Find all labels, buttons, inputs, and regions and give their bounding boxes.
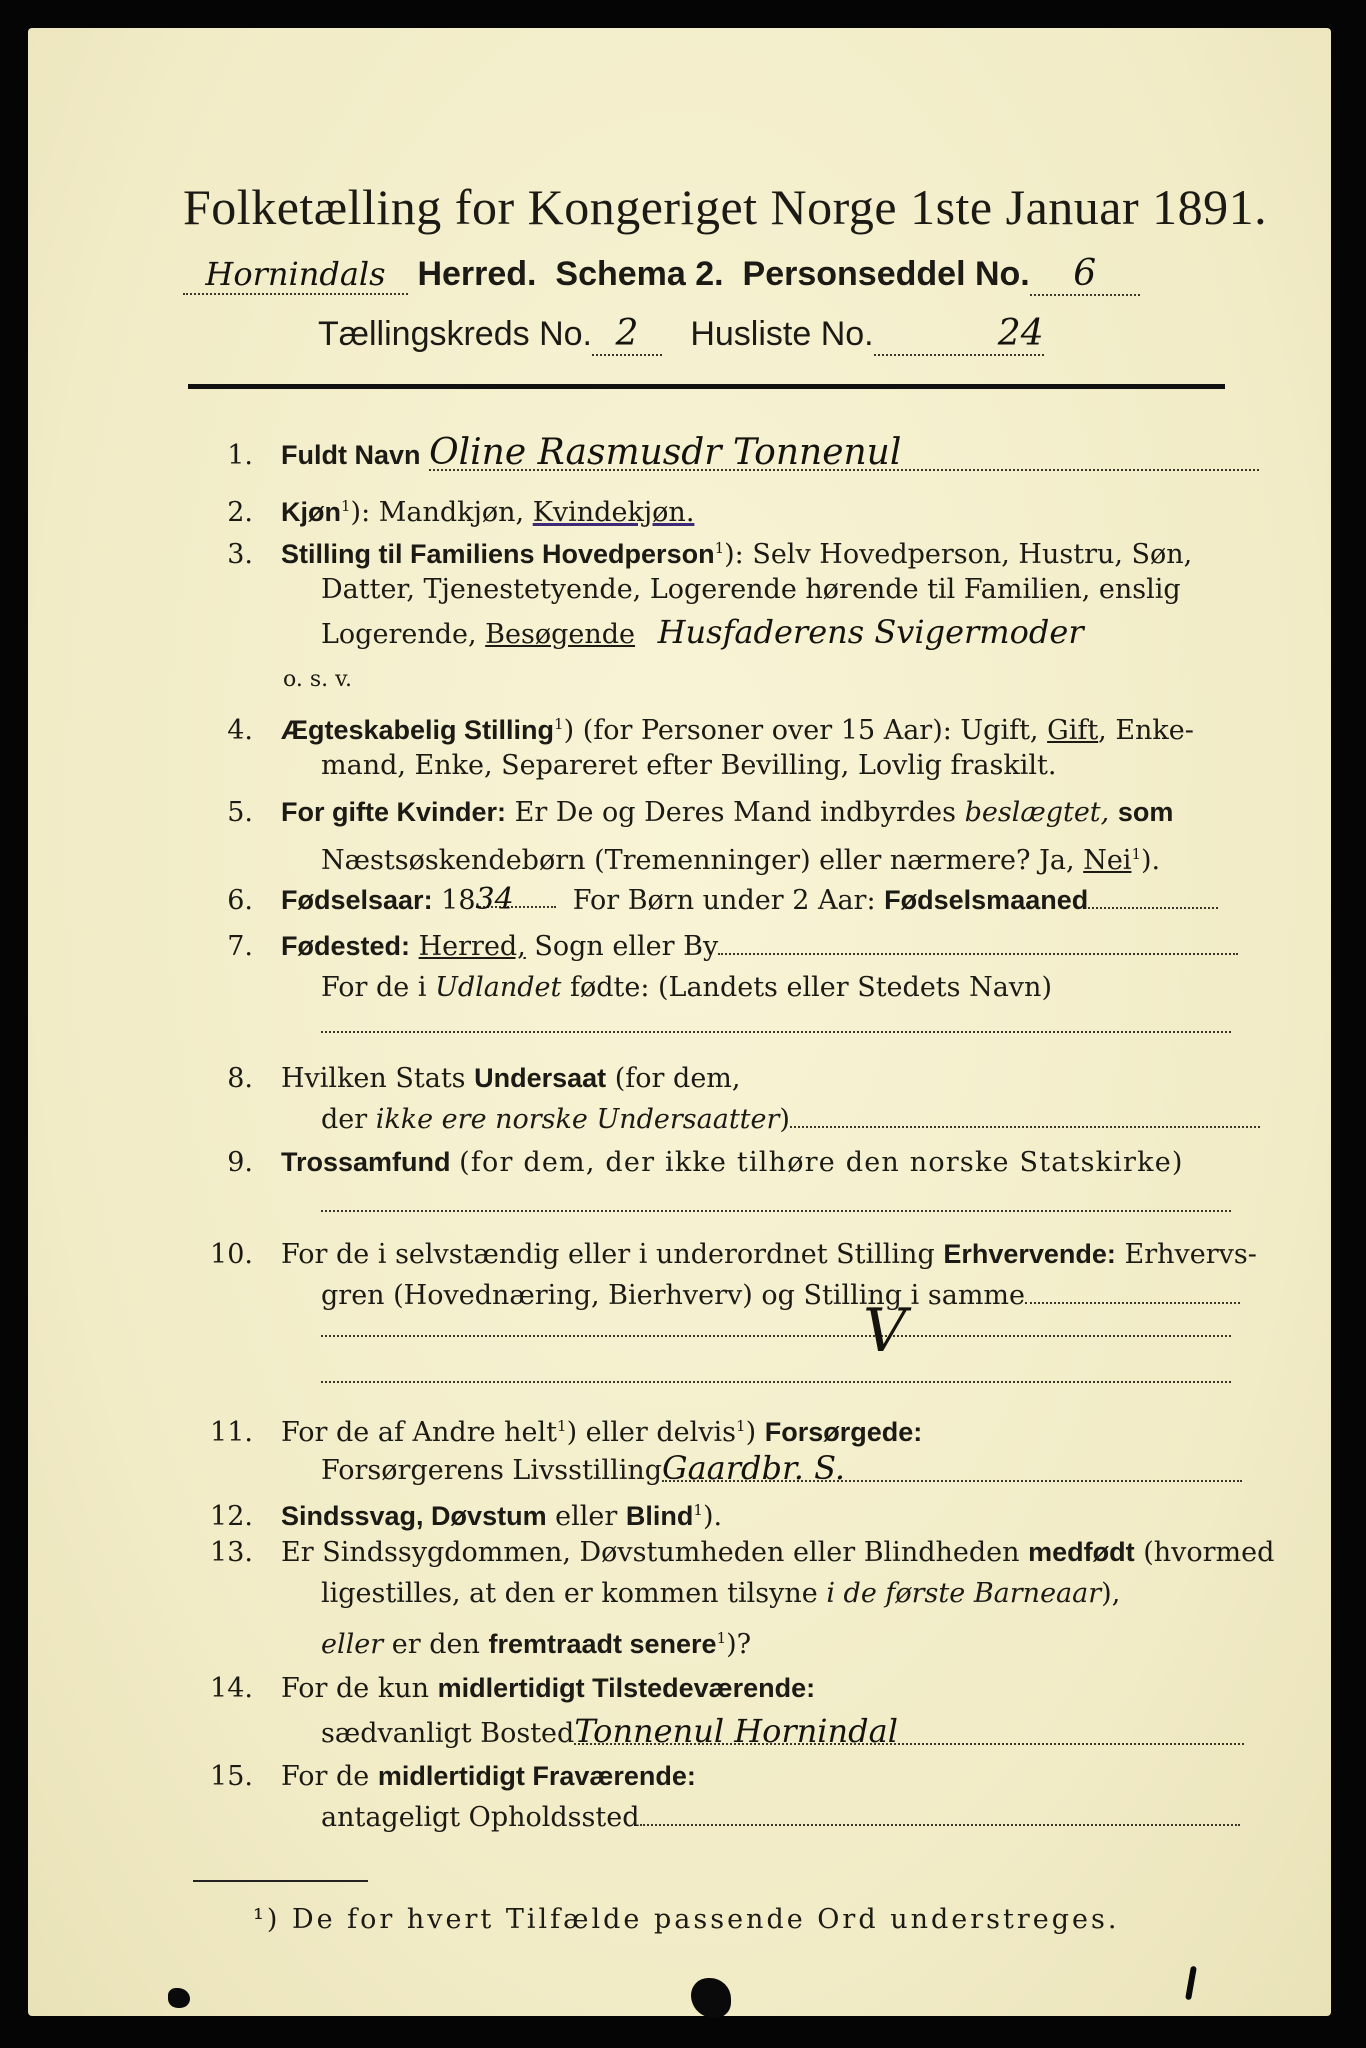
q9-number: 9.	[227, 1147, 253, 1178]
q6-label: Fødselsaar:	[281, 885, 433, 915]
question-4: 4. Ægteskabelig Stilling$^1$) (for Personer over 15 Aar): Ugift, Gift, Enke-	[193, 704, 1194, 751]
q8-text-2: (for dem,	[614, 1063, 741, 1094]
question-14	[193, 1668, 815, 1709]
q14-number: 14.	[210, 1673, 253, 1704]
q6-prefix: 18	[441, 885, 476, 916]
q15-text: For de	[281, 1761, 370, 1792]
question-13	[193, 1532, 1274, 1573]
q13-text: Er Sindssygdommen, Døvstumheden eller Blindheden	[281, 1537, 1020, 1568]
q10-answer-line-2	[321, 1381, 1231, 1383]
q1-number: 1.	[227, 440, 253, 471]
herred-value: Hornindals	[183, 255, 408, 295]
q15-label: midlertidigt Fraværende:	[377, 1761, 696, 1791]
q4-label: Ægteskabelig Stilling	[281, 715, 555, 745]
q11-line-2	[321, 1448, 1242, 1491]
q12-end: ).	[702, 1501, 723, 1532]
q2-kvindekjon-underlined: Kvindekjøn.	[532, 497, 695, 528]
q2-label: Kjøn	[281, 497, 341, 527]
q6-text: For Børn under 2 Aar:	[572, 885, 876, 916]
q14-line-2-text: sædvanligt Bosted	[321, 1718, 575, 1749]
q6-year-value: 34	[476, 880, 556, 908]
q14-line-2	[321, 1711, 1244, 1754]
q3-line-3	[321, 612, 1084, 655]
q13-barneaar: i de første Barneaar	[826, 1578, 1102, 1609]
q12-label: Sindssvag, Døvstum	[281, 1501, 547, 1531]
q14-text: For de kun	[281, 1673, 429, 1704]
question-9	[193, 1142, 1184, 1183]
q4-text: ) (for Personer over 15 Aar): Ugift,	[563, 715, 1039, 746]
q7-line-2b: fødte: (Landets eller Stedets Navn)	[569, 972, 1052, 1003]
q14-value: Tonnenul Hornindal	[574, 1711, 1244, 1745]
q3-besogende-underlined: Besøgende	[485, 619, 636, 650]
q7-line-2a: For de i	[321, 972, 427, 1003]
q8-text: Hvilken Stats	[281, 1063, 466, 1094]
q11-text: For de af Andre helt	[281, 1417, 558, 1448]
q4-gift-underlined: Gift	[1047, 715, 1099, 746]
q5-line-2-text: Næstsøskendebørn (Tremenninger) eller nærmere? Ja,	[321, 845, 1075, 876]
question-6	[193, 880, 1218, 921]
q2-footnote-mark: 1	[341, 497, 351, 515]
question-7	[193, 926, 1238, 967]
q13-line-2a: ligestilles, at den er kommen tilsyne	[321, 1578, 818, 1609]
q12-text: eller	[555, 1501, 618, 1532]
q6-number: 6.	[227, 885, 253, 916]
question-12: 12. Sindssvag, Døvstum eller Blind$^1$).	[193, 1490, 722, 1537]
q3-logerende: Logerende,	[321, 619, 477, 650]
q7-udlandet: Udlandet	[435, 972, 562, 1003]
q8-number: 8.	[227, 1063, 253, 1094]
q10-number: 10.	[210, 1239, 253, 1270]
q10-line-2-text: gren (Hovednæring, Bierhverv) og Stilling i samme	[321, 1280, 1026, 1311]
q5-number: 5.	[227, 797, 253, 828]
question-3: 3. Stilling til Familiens Hovedperson$^1$): Selv Hovedperson, Hustru, Søn,	[193, 528, 1192, 575]
q5-end: ).	[1141, 845, 1161, 876]
q15-line-2-text: antageligt Opholdssted	[321, 1802, 640, 1833]
q7-label: Fødested:	[281, 931, 411, 961]
q4-number: 4.	[227, 715, 253, 746]
q1-name-value: Oline Rasmusdr Tonnenul	[429, 433, 1259, 471]
kreds-label: Tællingskreds No.	[318, 315, 592, 353]
q3-label: Stilling til Familiens Hovedperson	[281, 539, 715, 569]
q13-number: 13.	[210, 1537, 253, 1568]
q14-label: midlertidigt Tilstedeværende:	[437, 1673, 816, 1703]
ink-blot-center	[691, 1978, 731, 2018]
q11-text-2: ) eller delvis	[566, 1417, 737, 1448]
q9-answer-line	[321, 1210, 1231, 1212]
q11-number: 11.	[210, 1417, 253, 1448]
q5-label: For gifte Kvinder:	[281, 797, 507, 827]
q7-line-2	[321, 968, 1052, 1008]
q13-end: )?	[726, 1629, 752, 1660]
q13-eller: eller	[321, 1629, 384, 1660]
q7-herred-underlined: Herred,	[418, 931, 526, 962]
q8-ikke-norske: ikke ere norske Undersaatter	[375, 1104, 780, 1135]
q2-text: ): Mandkjøn,	[350, 497, 525, 528]
personseddel-label: Personseddel No.	[742, 255, 1030, 293]
footnote: ¹) De for hvert Tilfælde passende Ord understreges.	[253, 1904, 1120, 1935]
header-rule	[188, 384, 1225, 389]
herred-line	[183, 253, 1233, 297]
husliste-label: Husliste No.	[690, 315, 874, 353]
q7-number: 7.	[227, 931, 253, 962]
q5-beslaegtet: beslægtet,	[964, 797, 1110, 828]
husliste-value: 24	[874, 313, 1044, 356]
question-11: 11. For de af Andre helt$^1$) eller delvis$^1$) Forsørgede:	[193, 1406, 922, 1453]
ink-blot-left	[168, 1988, 190, 2008]
q5-line-2: Næstsøskendebørn (Tremenninger) eller nærmere? Ja, Nei$^1$).	[321, 845, 1161, 876]
q8-line-2	[321, 1100, 1260, 1140]
question-5	[193, 792, 1173, 833]
q9-label: Trossamfund	[281, 1147, 451, 1177]
q8-line-2a: der	[321, 1104, 368, 1135]
q6-label-2: Fødselsmaaned	[884, 885, 1089, 915]
kreds-value: 2	[592, 313, 662, 356]
question-2	[193, 486, 694, 533]
census-form-sheet	[28, 28, 1331, 2016]
question-15	[193, 1756, 696, 1797]
q4-text-2: , Enke-	[1098, 715, 1194, 746]
q13-line-2b: ),	[1101, 1578, 1121, 1609]
question-1	[193, 433, 1259, 476]
q8-label: Undersaat	[474, 1063, 607, 1093]
ink-mark-right	[1185, 1966, 1197, 2001]
kreds-line	[318, 313, 1218, 357]
question-10	[193, 1234, 1257, 1275]
q11-line-2-text: Forsørgerens Livsstilling	[321, 1455, 663, 1486]
q3-line-2: Datter, Tjenestetyende, Logerende hørende til Familien, enslig	[321, 574, 1181, 605]
q4-line-2: mand, Enke, Separeret efter Bevilling, Lovlig fraskilt.	[321, 750, 1057, 781]
q10-answer-line-1	[321, 1335, 1231, 1337]
q5-nei-underlined: Nei	[1083, 845, 1132, 876]
q7-answer-line	[321, 1031, 1231, 1033]
q12-label-2: Blind	[625, 1501, 694, 1531]
q8-line-2b: )	[779, 1104, 790, 1135]
q10-text: For de i selvstændig eller i underordnet Stilling	[281, 1239, 935, 1270]
herred-label: Herred.	[417, 255, 537, 293]
q13-line-2	[321, 1574, 1120, 1614]
q15-number: 15.	[210, 1761, 253, 1792]
q12-number: 12.	[210, 1501, 253, 1532]
question-8	[193, 1058, 740, 1099]
q3-text: ): Selv Hovedperson, Hustru, Søn,	[724, 539, 1193, 570]
q13-fremtraadt: fremtraadt senere	[488, 1629, 717, 1659]
q10-text-2: Erhvervs-	[1124, 1239, 1257, 1270]
q13-line-3: eller er den fremtraadt senere$^1$)?	[321, 1629, 752, 1660]
q13-er-den: er den	[391, 1629, 480, 1660]
q13-text-2: (hvormed	[1143, 1537, 1275, 1568]
q3-osv: o. s. v.	[283, 667, 352, 692]
q10-line-2	[321, 1276, 1240, 1316]
q3-number: 3.	[227, 539, 253, 570]
q3-value: Husfaderens Svigermoder	[657, 613, 1084, 651]
q11-value: Gaardbr. S.	[662, 1448, 1242, 1482]
personseddel-value: 6	[1030, 253, 1140, 296]
q15-line-2	[321, 1798, 1240, 1838]
q11-label: Forsørgede:	[764, 1417, 923, 1447]
q5-text: Er De og Deres Mand indbyrdes	[514, 797, 956, 828]
q7-text: Sogn eller By	[534, 931, 719, 962]
schema-label: Schema 2.	[555, 255, 724, 293]
form-title: Folketælling for Kongeriget Norge 1ste Januar 1891.	[183, 179, 1268, 235]
q2-number: 2.	[227, 497, 253, 528]
q10-label: Erhvervende:	[943, 1239, 1116, 1269]
q5-som: som	[1117, 797, 1174, 827]
q13-label: medfødt	[1028, 1537, 1135, 1567]
q10-value: V	[863, 1296, 907, 1366]
q1-label: Fuldt Navn	[281, 440, 421, 470]
footnote-rule	[193, 1880, 368, 1882]
q9-text: (for dem, der ikke tilhøre den norske Statskirke)	[459, 1147, 1184, 1178]
